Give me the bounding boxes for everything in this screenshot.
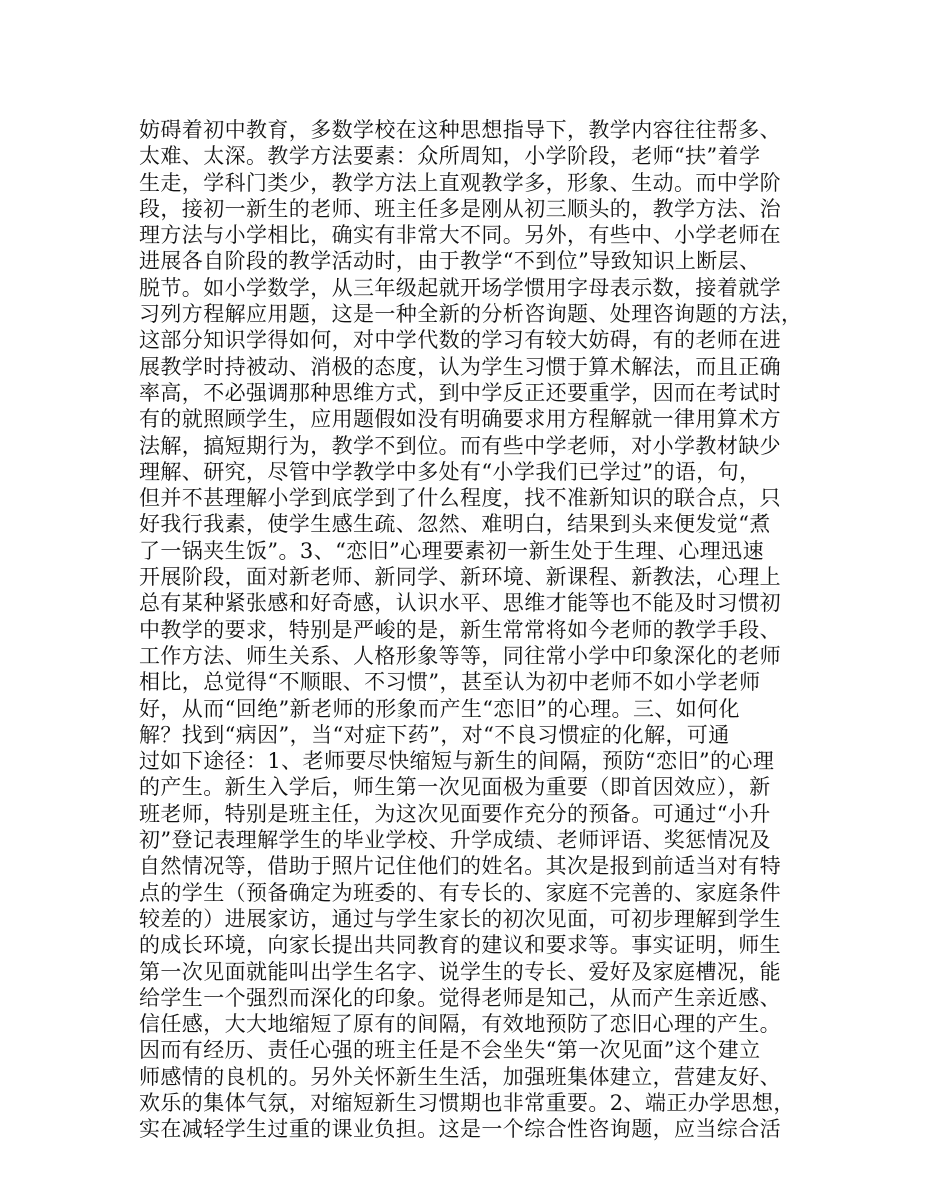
- text-line: 解？找到“病因”，当“对症下药”，对“不良习惯症的化解，可通: [139, 722, 730, 747]
- text-line: 实在减轻学生过重的课业负担。这是一个综合性咨询题，应当综合活: [139, 1117, 781, 1142]
- text-line: 展教学时持被动、消极的态度，认为学生习惯于算术解法，而且正确: [139, 354, 781, 379]
- text-line: 理解、研究，尽管中学教学中多处有“小学我们已学过”的语，句，: [139, 459, 761, 484]
- text-line: 率高，不必强调那种思维方式，到中学反正还要重学，因而在考试时: [139, 380, 781, 405]
- text-line: 的成长环境，向家长提出共同教育的建议和要求等。事实证明，师生: [139, 933, 781, 958]
- text-line: 太难、太深。教学方法要素：众所周知，小学阶段，老师“扶”着学: [139, 144, 761, 169]
- text-line: 这部分知识学得如何，对中学代数的学习有较大妨碍，有的老师在进: [139, 328, 781, 353]
- text-line: 点的学生（预备确定为班委的、有专长的、家庭不完善的、家庭条件: [139, 880, 781, 905]
- text-line: 生走，学科门类少，教学方法上直观教学多，形象、生动。而中学阶: [139, 170, 781, 195]
- body-text: [139, 117, 819, 1143]
- text-line: 较差的）进展家访，通过与学生家长的初次见面，可初步理解到学生: [139, 906, 781, 931]
- text-line: 过如下途径：1、老师要尽快缩短与新生的间隔，预防“恋旧”的心理: [139, 749, 775, 774]
- text-line: 习列方程解应用题，这是一种全新的分析咨询题、处理咨询题的方法，: [139, 302, 803, 327]
- text-line: 自然情况等，借助于照片记住他们的姓名。其次是报到前适当对有特: [139, 854, 781, 879]
- text-line: 好我行我素，使学生感生疏、忽然、难明白，结果到头来便发觉“煮: [139, 512, 771, 537]
- text-line: 中教学的要求，特别是严峻的是，新生常常将如今老师的教学手段、: [139, 617, 781, 642]
- text-line: 的产生。新生入学后，师生第一次见面极为重要（即首因效应），新: [139, 775, 771, 800]
- text-line: 师感情的良机的。另外关怀新生生活，加强班集体建立，营建友好、: [139, 1064, 781, 1089]
- text-line: 初”登记表理解学生的毕业学校、升学成绩、老师评语、奖惩情况及: [139, 828, 771, 853]
- text-line: 进展各自阶段的教学活动时，由于教学“不到位”导致知识上断层、: [139, 249, 761, 274]
- text-line: 开展阶段，面对新老师、新同学、新环境、新课程、新教法，心理上: [139, 565, 781, 590]
- text-line: 总有某种紧张感和好奇感，认识水平、思维才能等也不能及时习惯初: [139, 591, 781, 616]
- text-line: 给学生一个强烈而深化的印象。觉得老师是知己，从而产生亲近感、: [139, 985, 781, 1010]
- text-line: 但并不甚理解小学到底学到了什么程度，找不准新知识的联合点，只: [139, 486, 781, 511]
- text-line: 第一次见面就能叫出学生名字、说学生的专长、爱好及家庭槽况，能: [139, 959, 781, 984]
- text-line: 工作方法、师生关系、人格形象等等，同往常小学中印象深化的老师: [139, 643, 781, 668]
- text-line: 有的就照顾学生，应用题假如没有明确要求用方程解就一律用算术方: [139, 407, 781, 432]
- text-line: 理方法与小学相比，确实有非常大不同。另外，有些中、小学老师在: [139, 223, 781, 248]
- text-line: 段，接初一新生的老师、班主任多是刚从初三顺头的，教学方法、治: [139, 196, 781, 221]
- text-line: 法解，搞短期行为，教学不到位。而有些中学老师，对小学教材缺少: [139, 433, 781, 458]
- text-line: 班老师，特别是班主任，为这次见面要作充分的预备。可通过“小升: [139, 801, 771, 826]
- text-line: 欢乐的集体气氛，对缩短新生习惯期也非常重要。2、端正办学思想，: [139, 1090, 795, 1115]
- text-line: 妨碍着初中教育，多数学校在这种思想指导下，教学内容往往帮多、: [139, 118, 781, 142]
- text-line: 因而有经历、责任心强的班主任是不会坐失“第一次见面”这个建立: [139, 1038, 761, 1063]
- text-line: 信任感，大大地缩短了原有的间隔，有效地预防了恋旧心理的产生。: [139, 1012, 781, 1037]
- text-line: 了一锅夹生饭”。3、“恋旧”心理要素初一新生处于生理、心理迅速: [139, 538, 764, 563]
- text-line: 脱节。如小学数学，从三年级起就开场学惯用字母表示数，接着就学: [139, 275, 781, 300]
- text-line: 相比，总觉得“不顺眼、不习惯”，甚至认为初中老师不如小学老师: [139, 670, 761, 695]
- text-line: 好，从而“回绝”新老师的形象而产生“恋旧”的心理。三、如何化: [139, 696, 740, 721]
